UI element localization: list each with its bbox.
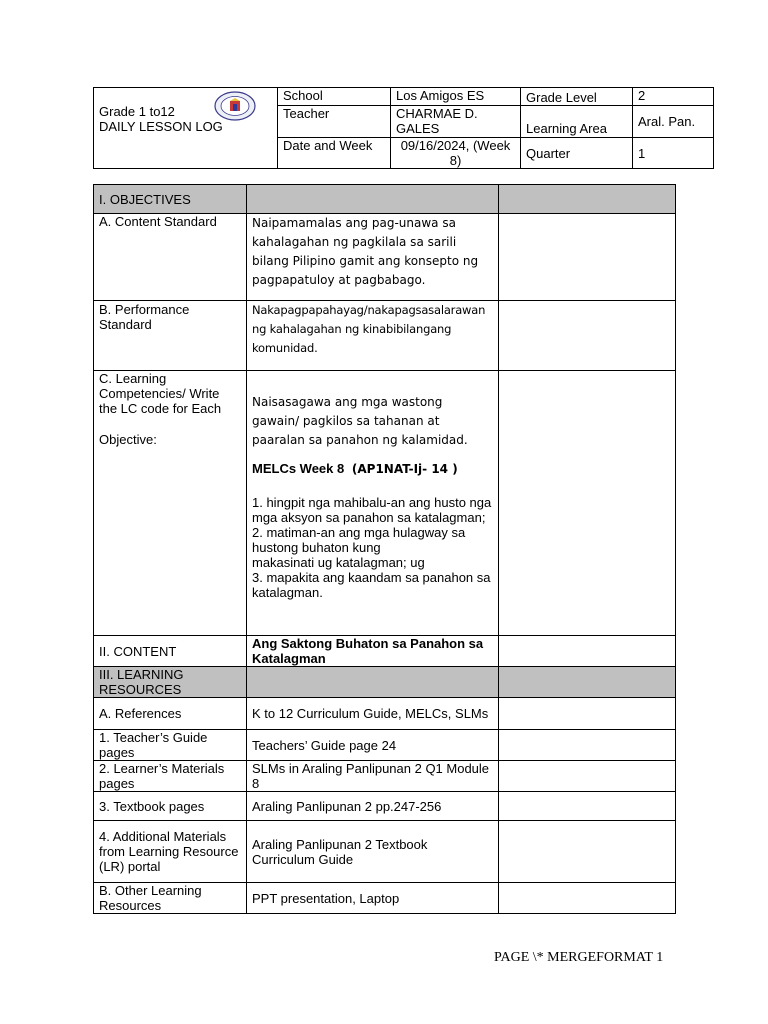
resource-value: Araling Panlipunan 2 pp.247-256 xyxy=(247,792,499,821)
resource-label: 4. Additional Materials from Learning Resource (LR) portal xyxy=(94,821,247,883)
grade-level-label: Grade Level xyxy=(521,88,633,106)
header-title-line1: Grade 1 to12 xyxy=(99,104,175,119)
performance-standard-label: B. Performance Standard xyxy=(94,301,247,371)
resource-blank xyxy=(499,821,676,883)
performance-standard-text: Nakapagpapahayag/nakapagsasalarawan ng kahalagahan ng kinabibilangang komunidad. xyxy=(247,301,499,371)
resource-blank xyxy=(499,761,676,792)
resources-heading-blank-2 xyxy=(499,667,676,698)
school-label: School xyxy=(278,88,391,106)
resources-heading: III. LEARNING RESOURCES xyxy=(94,667,247,698)
objective-3: 3. mapakita ang kaandam sa panahon sa katalagman. xyxy=(252,570,491,600)
quarter-value: 1 xyxy=(633,138,714,169)
resource-row xyxy=(94,883,676,914)
teacher-label: Teacher xyxy=(278,106,391,138)
performance-standard-blank xyxy=(499,301,676,371)
competencies-text: Naisasagawa ang mga wastong gawain/ pagkilos sa tahanan at paaralan sa panahon ng kalamidad. xyxy=(252,395,468,447)
content-standard-label: A. Content Standard xyxy=(94,214,247,301)
resource-label: 3. Textbook pages xyxy=(94,792,247,821)
competencies-label: C. Learning Competencies/ Write the LC code for Each xyxy=(99,371,222,416)
learning-area-value: Aral. Pan. xyxy=(633,106,714,138)
competencies-blank xyxy=(499,371,676,636)
competencies-label-cell xyxy=(94,371,247,636)
content-standard-text: Naipamamalas ang pag-unawa sa kahalagahan ng pagkilala sa sarili bilang Pilipino gamit ang konsepto ng pagpapatuloy at pagbabago. xyxy=(247,214,499,301)
date-label: Date and Week xyxy=(278,138,391,169)
resource-row xyxy=(94,792,676,821)
resources-heading-blank xyxy=(247,667,499,698)
competencies-cell xyxy=(247,371,499,636)
content-standard-blank xyxy=(499,214,676,301)
melcs-title: MELCs Week 8 xyxy=(252,461,345,476)
resource-value: PPT presentation, Laptop xyxy=(247,883,499,914)
resource-value: Araling Panlipunan 2 Textbook Curriculum Guide xyxy=(247,821,499,883)
objectives-heading: I. OBJECTIVES xyxy=(94,185,247,214)
quarter-label: Quarter xyxy=(521,138,633,169)
content-text: Ang Saktong Buhaton sa Panahon sa Katalagman xyxy=(247,636,499,667)
header-table xyxy=(93,87,714,169)
school-value: Los Amigos ES xyxy=(391,88,521,106)
header-title-line2: DAILY LESSON LOG xyxy=(99,119,223,134)
resource-value: K to 12 Curriculum Guide, MELCs, SLMs xyxy=(247,698,499,730)
header-title-cell xyxy=(94,88,278,169)
resource-label: A. References xyxy=(94,698,247,730)
content-blank xyxy=(499,636,676,667)
content-heading: II. CONTENT xyxy=(94,636,247,667)
melcs-code: (AP1NAT-Ij- 14 ) xyxy=(351,462,458,476)
resource-row xyxy=(94,698,676,730)
resource-value: SLMs in Araling Panlipunan 2 Q1 Module 8 xyxy=(247,761,499,792)
resource-label: 1. Teacher’s Guide pages xyxy=(94,730,247,761)
resource-blank xyxy=(499,883,676,914)
resource-label: B. Other Learning Resources xyxy=(94,883,247,914)
objectives-heading-blank xyxy=(247,185,499,214)
resource-row xyxy=(94,761,676,792)
learning-area-label: Learning Area xyxy=(521,106,633,138)
objective-2b: makasinati ug katalagman; ug xyxy=(252,555,425,570)
objective-1: 1. hingpit nga mahibalu-an ang husto nga mga aksyon sa panahon sa katalagman; xyxy=(252,495,492,525)
melcs-line xyxy=(252,460,493,479)
deped-seal-icon xyxy=(214,91,256,121)
objective-2: 2. matiman-an ang mga hulagway sa hustong buhaton kung xyxy=(252,525,466,555)
teacher-value: CHARMAE D. GALES xyxy=(391,106,521,138)
resource-blank xyxy=(499,698,676,730)
resource-row xyxy=(94,730,676,761)
competencies-objective-label: Objective: xyxy=(99,432,157,447)
grade-level-value: 2 xyxy=(633,88,714,106)
lesson-log-table xyxy=(93,184,676,914)
resource-value: Teachers’ Guide page 24 xyxy=(247,730,499,761)
resource-label: 2. Learner’s Materials pages xyxy=(94,761,247,792)
date-value: 09/16/2024, (Week 8) xyxy=(391,138,521,169)
page-footer: PAGE \* MERGEFORMAT 1 xyxy=(494,950,664,965)
objectives-heading-blank-2 xyxy=(499,185,676,214)
resource-blank xyxy=(499,730,676,761)
resource-row xyxy=(94,821,676,883)
resource-blank xyxy=(499,792,676,821)
